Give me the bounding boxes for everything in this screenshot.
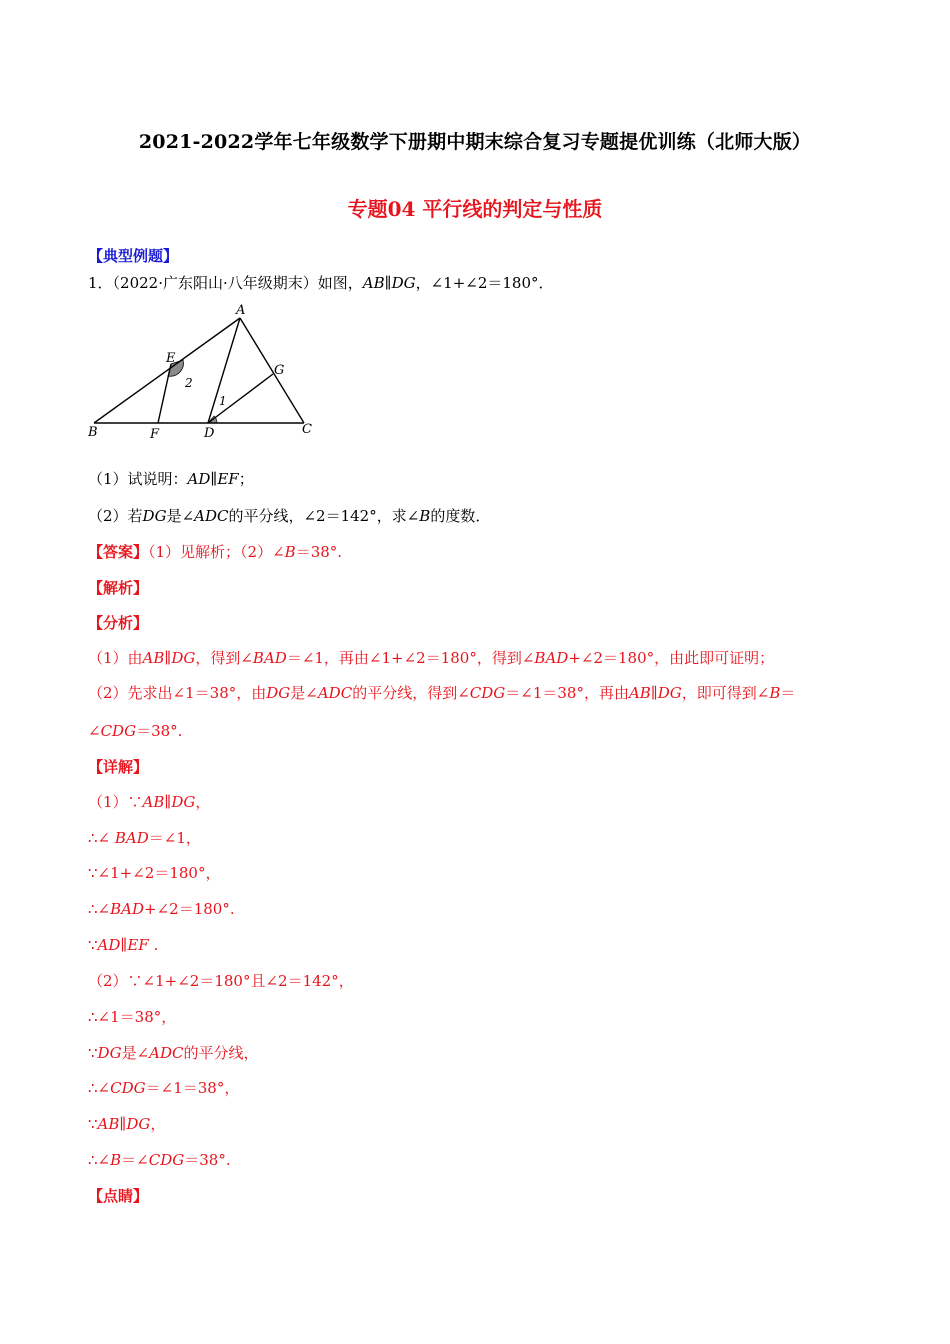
answer-line: 【答案】（1）见解析；（2）∠B＝38°. [88, 543, 343, 561]
analysis-label: 【解析】 [88, 579, 149, 597]
label-C: C [302, 422, 312, 437]
segment-DG [208, 374, 273, 423]
geometry-figure [86, 302, 322, 442]
detail-step-1: （1）∵AB∥DG， [88, 793, 211, 811]
section-label-examples: 【典型例题】 [88, 247, 179, 265]
fenxi-line-1: （1）由AB∥DG，得到∠BAD＝∠1，再由∠1+∠2＝180°，得到∠BAD+∠2＝180°，由此即可证明； [88, 649, 775, 667]
segment-AC [240, 318, 304, 423]
label-D: D [204, 426, 215, 441]
label-angle-1: 1 [219, 394, 227, 408]
dianjing-label: 【点睛】 [88, 1187, 149, 1205]
detail-step-8: ∵DG是∠ADC的平分线， [88, 1044, 259, 1062]
detail-step-10: ∵AB∥DG， [88, 1115, 166, 1133]
label-E: E [166, 351, 176, 366]
fenxi-label: 【分析】 [88, 614, 149, 632]
topic-title: 专题04 平行线的判定与性质 [347, 197, 603, 221]
document-title: 2021-2022学年七年级数学下册期中期末综合复习专题提优训练（北师大版） [138, 131, 812, 153]
detail-step-2: ∴∠ BAD＝∠1， [88, 829, 201, 847]
detail-step-6: （2）∵∠1+∠2＝180°且∠2＝142°， [88, 972, 354, 990]
detail-step-7: ∴∠1＝38°， [88, 1008, 177, 1026]
question-1: （1）试说明：AD∥EF； [88, 470, 254, 488]
label-angle-2: 2 [185, 376, 193, 390]
detail-step-9: ∴∠CDG＝∠1＝38°， [88, 1079, 240, 1097]
detail-step-11: ∴∠B＝∠CDG＝38°. [88, 1151, 231, 1169]
detail-step-4: ∴∠BAD+∠2＝180°. [88, 900, 235, 918]
fenxi-line-3: ∠CDG＝38°. [88, 722, 183, 740]
problem-stem: 1．（2022·广东阳山·八年级期末）如图，AB∥DG，∠1+∠2＝180°． [88, 274, 554, 292]
detail-step-3: ∵∠1+∠2＝180°， [88, 864, 221, 882]
detail-label: 【详解】 [88, 758, 149, 776]
label-G: G [274, 363, 285, 378]
label-F: F [150, 427, 160, 442]
fenxi-line-2: （2）先求出∠1＝38°，由DG是∠ADC的平分线，得到∠CDG＝∠1＝38°，再由AB∥DG，即可得到∠B＝ [88, 684, 796, 702]
question-2: （2）若DG是∠ADC的平分线，∠2＝142°，求∠B的度数． [88, 507, 491, 525]
label-B: B [88, 425, 98, 440]
label-A: A [236, 303, 246, 318]
detail-step-5: ∵AD∥EF . [88, 936, 159, 954]
